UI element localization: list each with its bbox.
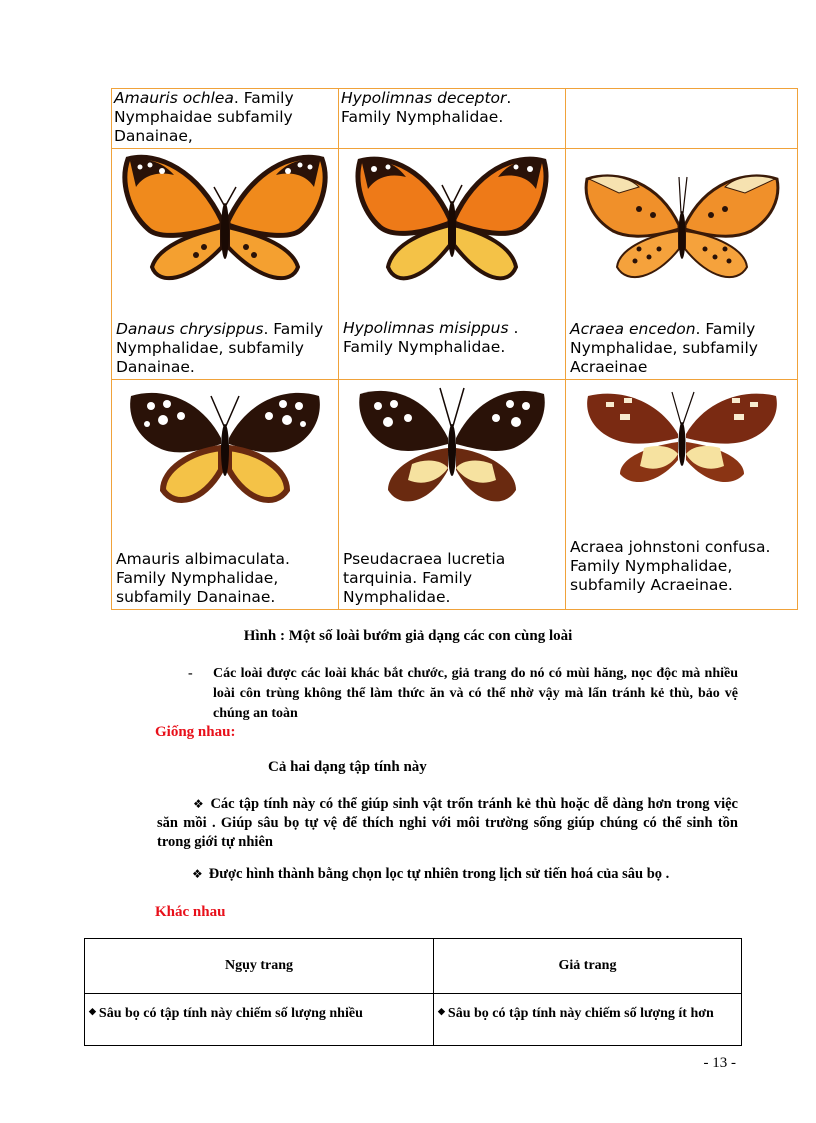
point-2-text: Được hình thành bằng chọn lọc tự nhiên trong lịch sử tiến hoá của sâu bọ . [208,866,670,882]
species-family: Acraea johnstoni confusa. Family Nymphalidae, subfamily Acraeinae. [570,538,771,594]
butterfly-image-amauris-albimaculata [123,386,327,510]
subheading-both-behaviors: Cả hai dạng tập tính này [268,759,427,775]
cell-acraea-encedon [566,149,798,380]
species-name: Amauris ochlea [114,89,234,107]
header-mimicry: Giả trang [434,939,742,994]
cell-text: Sâu bọ có tập tính này chiếm số lượng ít hơn [447,1006,714,1021]
heading-differences: Khác nhau [155,904,226,920]
paragraph-mimicry-models: Các loài được các loài khác bắt chước, giả trang do nó có mùi hăng, nọc độc mà nhiều loài côn trùng không thể làm thức ăn và có thể nhờ vậy mà lẩn tránh kẻ thù, bảo vệ chúng an toàn [213,666,738,721]
bullet-icon: ◆ [438,1006,445,1016]
species-family: . Family Nymphalidae, subfamily Acraeinae [570,320,758,376]
species-family: Amauris albimaculata. Family Nymphalidae, subfamily Danainae. [116,550,290,606]
species-name: Hypolimnas deceptor [341,89,507,107]
butterfly-image-acraea-johnstoni [580,388,784,488]
species-name: Hypolimnas misippus [343,319,509,337]
cell-acraea-johnstoni [566,380,798,610]
species-family: . Family Nymphalidae. [343,319,519,356]
diamond-bullet-icon: ❖ [193,797,205,811]
species-name: Danaus chrysippus [116,320,264,338]
comparison-table [84,938,742,1046]
species-name: Acraea encedon [570,320,696,338]
butterfly-image-acraea-encedon [579,169,785,287]
header-camouflage: Ngụy trang [85,939,434,994]
species-family: . Family Nymphalidae. [341,89,512,126]
cell-mimicry-1 [434,994,742,1046]
cell-camouflage-1 [85,994,434,1046]
bullet-icon: ◆ [89,1006,96,1016]
butterfly-image-hypolimnas-misippus [352,151,552,291]
butterfly-image-pseudacraea-lucretia [352,382,552,512]
cell-hypolimnas-misippus [339,149,566,380]
page-number: - 13 - [703,1055,736,1071]
cell-danaus-chrysippus [112,149,339,380]
heading-similarities: Giống nhau: [155,724,236,740]
bullet-dash: - [188,666,193,681]
cell-amauris-ochlea [112,89,339,149]
cell-amauris-albimaculata [112,380,339,610]
point-1 [157,795,738,852]
cell-hypolimnas-deceptor [339,89,566,149]
species-family: Pseudacraea lucretia tarquinia. Family Nymphalidae. [343,550,506,606]
figure-caption: Hình : Một số loài bướm giả dạng các con cùng loài [243,628,573,644]
species-family: . Family Nymphalidae, subfamily Danainae. [116,320,324,376]
diamond-bullet-icon: ❖ [192,867,203,881]
point-2 [192,866,669,883]
butterfly-table [111,88,798,610]
butterfly-image-danaus [118,151,332,293]
cell-text: Sâu bọ có tập tính này chiếm số lượng nhiều [98,1006,363,1021]
cell-pseudacraea-lucretia [339,380,566,610]
cell-empty [566,89,798,149]
point-1-text: Các tập tính này có thể giúp sinh vật trốn tránh kẻ thù hoặc dễ dàng hơn trong việc săn mồi . Giúp sâu bọ tự vệ để thích nghi với môi trường sống giúp chúng có thể sinh tồn trong giới tự nhiên [157,796,738,850]
species-family: . Family Nymphaidae subfamily Danainae, [114,89,294,145]
